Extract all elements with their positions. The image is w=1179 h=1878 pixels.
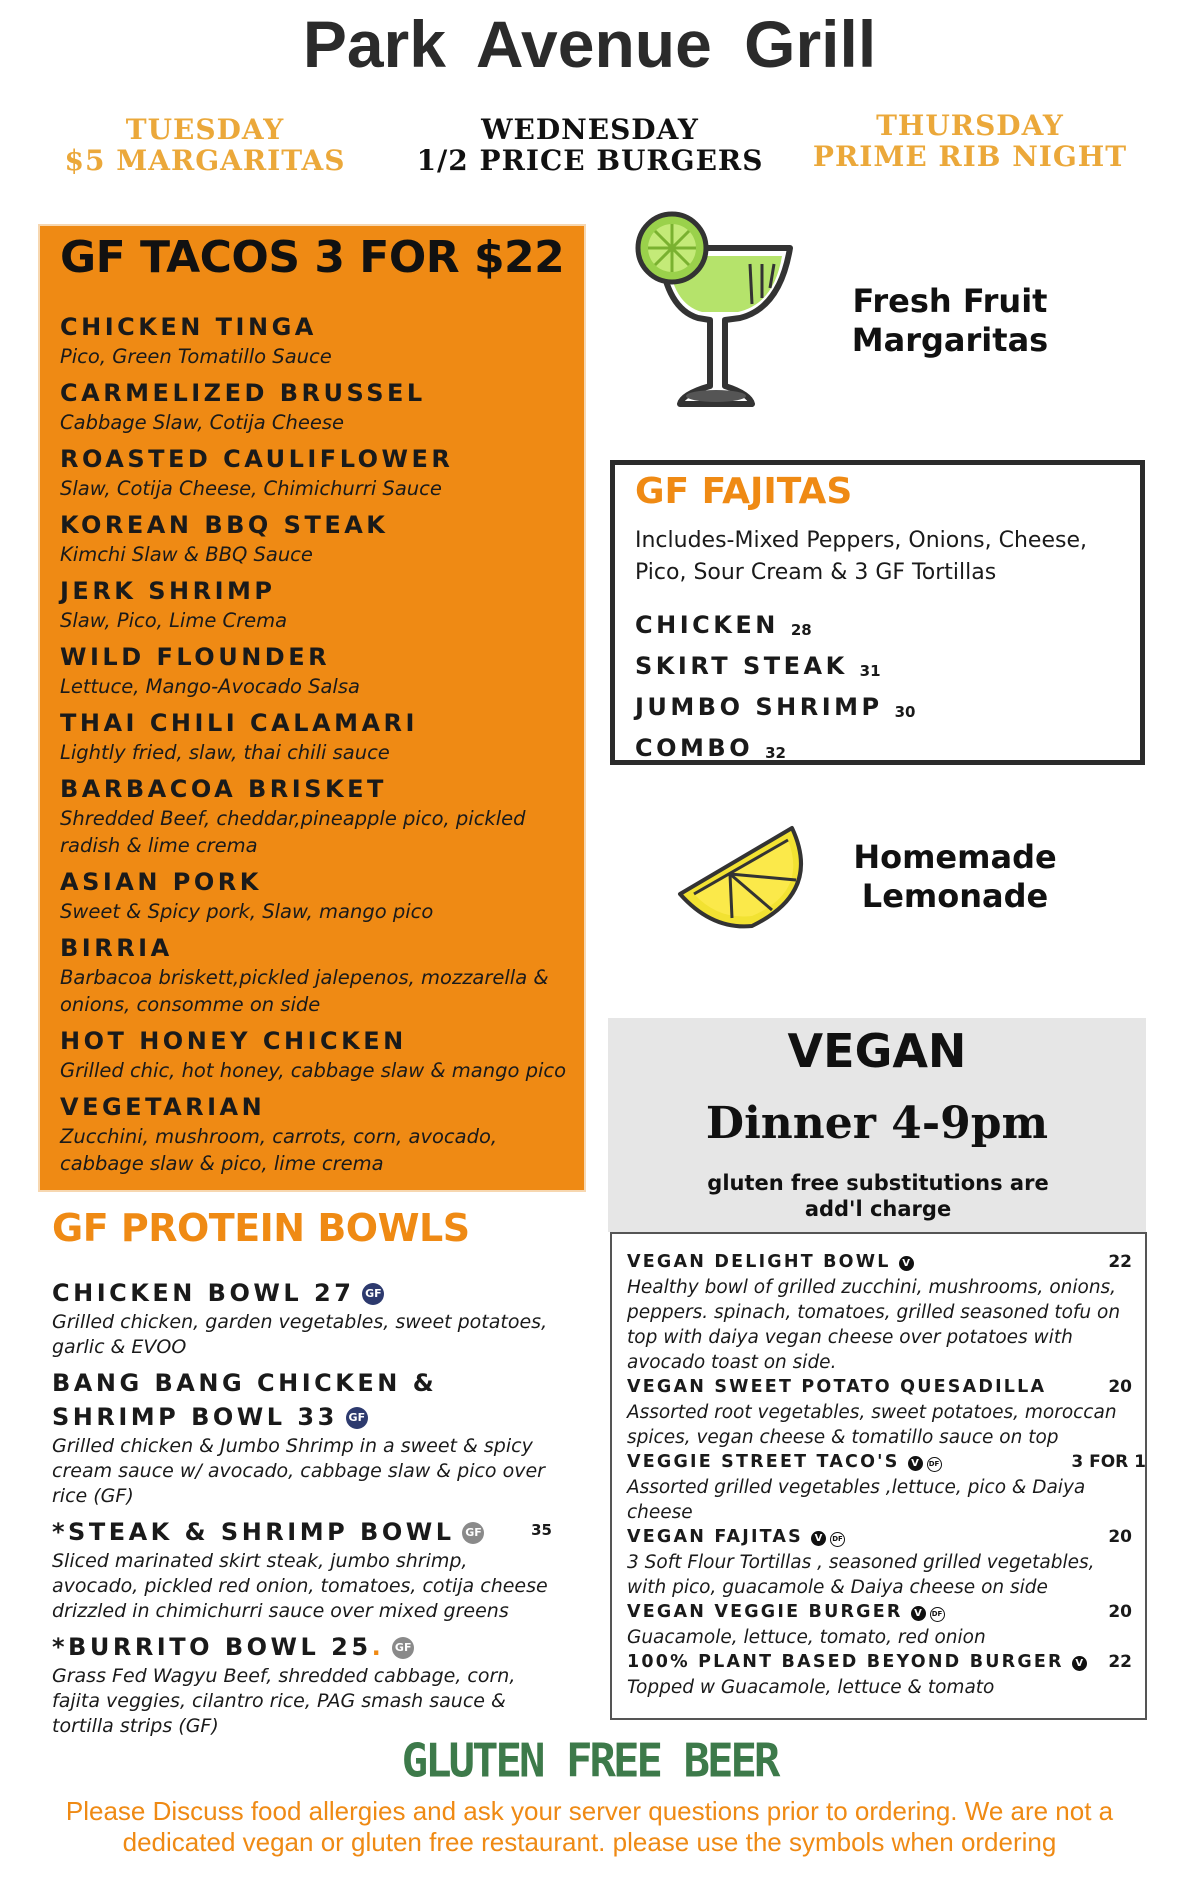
item-desc: Assorted root vegetables, sweet potatoes, moroccan spices, vegan cheese & tomatillo sauce on top	[627, 1402, 1117, 1448]
item-price: 28	[790, 621, 812, 639]
item-name: VEGAN DELIGHT BOWL	[627, 1252, 891, 1272]
gluten-free-beer-heading: GLUTEN FREE BEER	[401, 1734, 778, 1789]
tacos-title: GF TACOS 3 FOR $22	[60, 232, 565, 283]
vegan-badge-icon: V	[908, 1456, 923, 1471]
gluten-free-badge-icon: GF	[346, 1407, 368, 1429]
promo-day: THURSDAY	[876, 109, 1064, 142]
promo-deal: PRIME RIB NIGHT	[812, 140, 1128, 173]
vegan-badge-icon: V	[911, 1606, 926, 1621]
allergy-disclaimer: Please Discuss food allergies and ask your server questions prior to ordering. We are not a dedicated vegan or gluten free restaurant. please use the symbols when ordering	[65, 1796, 1114, 1857]
taco-desc: Lightly fried, slaw, thai chili sauce	[60, 741, 390, 764]
taco-name: ROASTED CAULIFLOWER	[60, 445, 454, 473]
item-desc: Grass Fed Wagyu Beef, shredded cabbage, corn, fajita veggies, cilantro rice, PAG smash sauce & tortilla strips (GF)	[52, 1665, 516, 1737]
vegan-note: gluten free substitutions are add'l charge	[707, 1171, 1049, 1221]
promo-deal: 1/2 PRICE BURGERS	[416, 144, 764, 177]
list-item	[60, 378, 570, 436]
vegan-menu-box	[610, 1232, 1147, 1720]
item-price: 3 FOR 1	[1071, 1452, 1146, 1472]
list-item	[60, 576, 570, 634]
taco-name: CHICKEN TINGA	[60, 313, 317, 341]
fajitas-description: Includes-Mixed Peppers, Onions, Cheese, Pico, Sour Cream & 3 GF Tortillas	[635, 528, 1087, 585]
margaritas-line1: Fresh Fruit	[852, 282, 1048, 320]
taco-name: BIRRIA	[60, 934, 173, 962]
list-item	[635, 730, 915, 771]
item-name: COMBO	[635, 734, 754, 762]
item-desc: Assorted grilled vegetables ,lettuce, pico & Daiya cheese	[627, 1477, 1086, 1523]
margaritas-label	[830, 282, 1070, 360]
list-item	[60, 774, 570, 859]
taco-name: ASIAN PORK	[60, 868, 262, 896]
fajitas-title: GF FAJITAS	[635, 471, 853, 512]
item-name: VEGAN FAJITAS	[627, 1527, 803, 1547]
item-name: VEGAN SWEET POTATO QUESADILLA	[627, 1377, 1047, 1397]
vegan-badge-icon: V	[811, 1531, 826, 1546]
taco-desc: Pico, Green Tomatillo Sauce	[60, 345, 332, 368]
item-name: *STEAK & SHRIMP BOWL	[52, 1518, 455, 1546]
item-desc: Sliced marinated skirt steak, jumbo shrimp, avocado, pickled red onion, tomatoes, cotija cheese drizzled in chimichurri sauce over mixed greens	[52, 1550, 548, 1622]
item-name: SKIRT STEAK	[635, 652, 848, 680]
list-item	[627, 1525, 1132, 1600]
taco-desc: Shredded Beef, cheddar,pineapple pico, pickled radish & lime crema	[60, 807, 526, 857]
item-name: VEGAN VEGGIE BURGER	[627, 1602, 903, 1622]
dairy-free-badge-icon: DF	[830, 1532, 845, 1547]
promo-thursday	[800, 110, 1140, 172]
taco-name: KOREAN BBQ STEAK	[60, 511, 389, 539]
list-item	[635, 689, 915, 730]
item-price: 20	[1108, 1377, 1132, 1397]
item-price: 31	[859, 662, 881, 680]
taco-name: VEGETARIAN	[60, 1093, 266, 1121]
margaritas-line2: Margaritas	[851, 321, 1049, 359]
dairy-free-badge-icon: DF	[930, 1607, 945, 1622]
promo-day: WEDNESDAY	[481, 113, 699, 146]
list-item	[60, 444, 570, 502]
list-item	[60, 867, 570, 925]
item-desc: Topped w Guacamole, lettuce & tomato	[627, 1677, 995, 1698]
gluten-free-badge-icon: GF	[362, 1283, 384, 1305]
list-item	[60, 933, 570, 1018]
fajitas-box	[610, 460, 1145, 765]
list-item	[627, 1375, 1132, 1450]
item-desc: Healthy bowl of grilled zucchini, mushrooms, onions, peppers. spinach, tomatoes, grilled seasoned tofu on top with daiya vegan cheese over potatoes with avocado toast on side.	[627, 1277, 1121, 1373]
taco-desc: Kimchi Slaw & BBQ Sauce	[60, 543, 313, 566]
item-price: 30	[894, 703, 916, 721]
taco-desc: Barbacoa briskett,pickled jalepenos, mozzarella & onions, consomme on side	[60, 966, 549, 1016]
margarita-glass-icon	[630, 208, 810, 428]
taco-name: WILD FLOUNDER	[60, 643, 331, 671]
item-name: 100% PLANT BASED BEYOND BURGER	[627, 1652, 1064, 1672]
item-name-line2: SHRIMP BOWL 33	[52, 1403, 338, 1431]
list-item	[627, 1600, 1132, 1650]
item-desc: 3 Soft Flour Tortillas , seasoned grilled vegetables, with pico, guacamole & Daiya cheese on side	[627, 1552, 1095, 1598]
item-name: BANG BANG CHICKEN &	[52, 1369, 438, 1397]
item-name: *BURRITO BOWL 25	[52, 1633, 372, 1661]
item-price: 22	[1108, 1652, 1132, 1672]
vegan-header	[608, 1018, 1146, 1232]
item-name: JUMBO SHRIMP	[635, 693, 883, 721]
list-item	[60, 1092, 570, 1177]
taco-desc: Slaw, Cotija Cheese, Chimichurri Sauce	[60, 477, 442, 500]
vegan-title: VEGAN	[787, 1024, 967, 1078]
vegan-badge-icon: V	[899, 1256, 914, 1271]
vegan-badge-icon: V	[1072, 1656, 1087, 1671]
lemonade-line2: Lemonade	[861, 877, 1049, 915]
item-price: 35	[531, 1521, 552, 1539]
list-item	[52, 1515, 552, 1624]
item-desc: Grilled chicken, garden vegetables, sweet potatoes, garlic & EVOO	[52, 1311, 548, 1358]
list-item	[627, 1650, 1132, 1700]
list-item	[635, 607, 915, 648]
gluten-free-badge-icon: GF	[392, 1637, 414, 1659]
list-item	[60, 510, 570, 568]
item-desc: Grilled chicken & Jumbo Shrimp in a sweet & spicy cream sauce w/ avocado, cabbage slaw & pico over rice (GF)	[52, 1435, 545, 1507]
list-item	[60, 1026, 570, 1084]
taco-desc: Sweet & Spicy pork, Slaw, mango pico	[60, 900, 434, 923]
dairy-free-badge-icon: DF	[927, 1457, 942, 1472]
taco-name: CARMELIZED BRUSSEL	[60, 379, 426, 407]
restaurant-title: Park Avenue Grill	[302, 7, 877, 81]
promo-tuesday	[40, 114, 370, 176]
item-price: 20	[1108, 1527, 1132, 1547]
taco-name: HOT HONEY CHICKEN	[60, 1027, 407, 1055]
taco-name: THAI CHILI CALAMARI	[60, 709, 418, 737]
list-item	[60, 312, 570, 370]
item-price: 20	[1108, 1602, 1132, 1622]
item-price: 22	[1108, 1252, 1132, 1272]
fajitas-list	[635, 607, 915, 771]
promo-wednesday	[405, 114, 775, 176]
item-price: 32	[765, 744, 786, 762]
list-item	[627, 1450, 1146, 1525]
vegan-dinner-hours: Dinner 4-9pm	[705, 1098, 1049, 1149]
item-name: VEGGIE STREET TACO'S	[627, 1452, 900, 1472]
list-item: *BURRITO BOWL 25. GF Grass Fed Wagyu Beef, shredded cabbage, corn, fajita veggies, cilantro rice, PAG smash sauce & tortilla strips (GF)	[52, 1630, 552, 1739]
item-desc: Guacamole, lettuce, tomato, red onion	[627, 1627, 986, 1648]
list-item	[60, 642, 570, 700]
list-item	[627, 1250, 1132, 1375]
taco-desc: Cabbage Slaw, Cotija Cheese	[60, 411, 344, 434]
taco-desc: Lettuce, Mango-Avocado Salsa	[60, 675, 360, 698]
list-item	[635, 648, 915, 689]
lemonade-label	[830, 838, 1080, 916]
list-item	[60, 708, 570, 766]
bowls-list	[52, 1276, 552, 1745]
promo-day: TUESDAY	[125, 113, 285, 146]
bowls-title: GF PROTEIN BOWLS	[52, 1206, 470, 1250]
taco-name: JERK SHRIMP	[60, 577, 276, 605]
promo-deal: $5 MARGARITAS	[64, 144, 346, 177]
taco-desc: Slaw, Pico, Lime Crema	[60, 609, 288, 632]
taco-desc: Grilled chic, hot honey, cabbage slaw & mango pico	[60, 1059, 567, 1082]
lemon-slice-icon	[672, 822, 812, 932]
item-name: CHICKEN BOWL 27	[52, 1279, 355, 1307]
tacos-list	[60, 312, 570, 1185]
vegan-list	[627, 1250, 1146, 1700]
taco-desc: Zucchini, mushroom, carrots, corn, avocado, cabbage slaw & pico, lime crema	[60, 1125, 498, 1175]
tacos-panel	[40, 226, 584, 1190]
gluten-free-badge-icon: GF	[462, 1522, 484, 1544]
item-name: CHICKEN	[635, 611, 779, 639]
taco-name: BARBACOA BRISKET	[60, 775, 387, 803]
lemonade-line1: Homemade	[853, 838, 1057, 876]
list-item	[52, 1366, 552, 1509]
list-item	[52, 1276, 552, 1360]
